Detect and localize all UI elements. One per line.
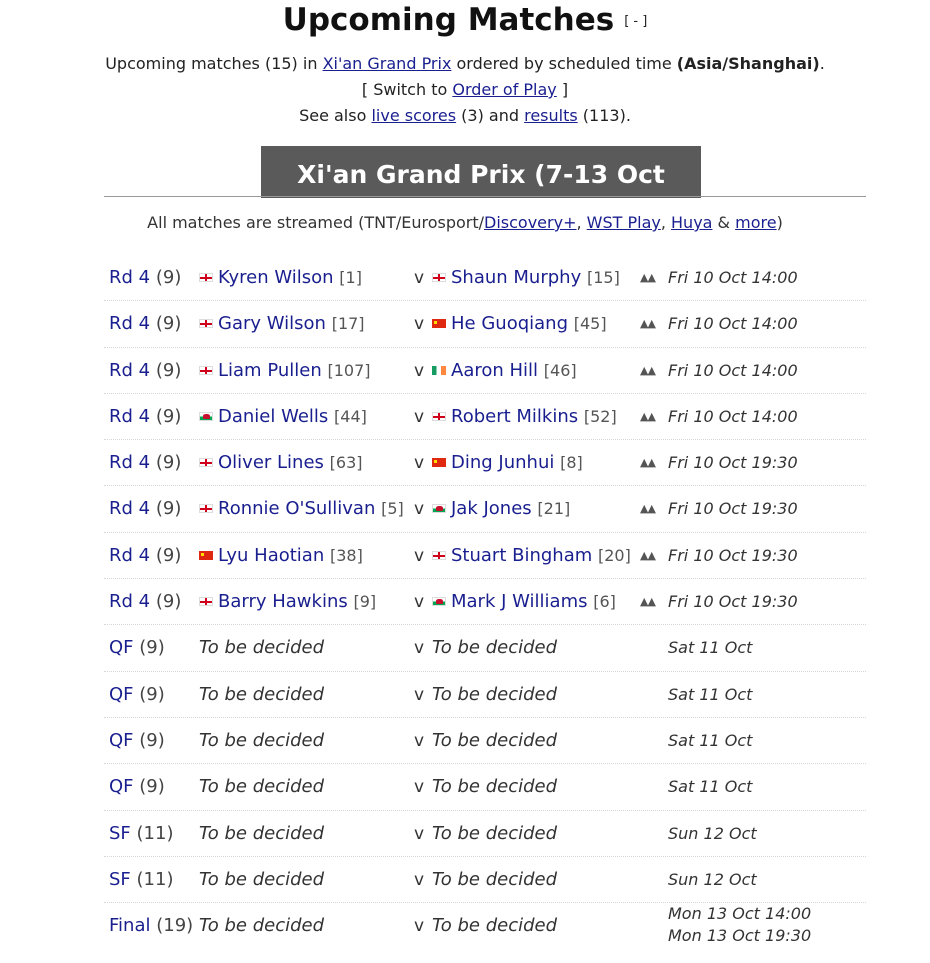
scheduled-time [668, 533, 798, 579]
best-of-label: (9) [155, 267, 182, 288]
match-row [104, 811, 866, 857]
round-link[interactable]: Rd 4 [109, 544, 151, 566]
versus-label: v [414, 869, 425, 890]
flag-eng-icon [199, 366, 213, 375]
round-cell [109, 533, 181, 579]
round-link[interactable]: QF [109, 776, 134, 798]
versus-label: v [414, 499, 425, 520]
time-text: Mon 13 Oct 14:00 [668, 904, 812, 924]
round-cell [109, 718, 165, 764]
scheduled-time [668, 672, 752, 718]
scheduled-time [668, 718, 752, 764]
round-cell [109, 440, 181, 486]
round-cell [109, 579, 181, 625]
round-cell [109, 486, 181, 532]
player-one [199, 486, 404, 532]
player-two [432, 903, 557, 949]
summary-text: ] [556, 80, 569, 99]
summary-text: . [819, 54, 825, 73]
seed-label: [63] [329, 453, 363, 473]
head-to-head-icon[interactable]: ▲▲ [640, 502, 655, 516]
player-two [432, 625, 557, 671]
player-two [432, 857, 557, 903]
player-one [199, 811, 324, 857]
player-one [199, 533, 363, 579]
time-text: Fri 10 Oct 14:00 [668, 314, 798, 334]
round-link[interactable]: Rd 4 [109, 313, 151, 335]
summary-text: Upcoming matches (15) in [105, 54, 323, 73]
head-to-head-icon[interactable]: ▲▲ [640, 548, 655, 562]
versus-label: v [414, 823, 425, 844]
versus-label: v [414, 453, 425, 474]
see-also-line [0, 106, 930, 125]
tbd-label: To be decided [432, 776, 558, 798]
summary-text: [ Switch to [361, 80, 453, 99]
streaming-note [0, 213, 930, 232]
player-two [432, 486, 570, 532]
versus-label: v [414, 406, 425, 427]
player-two [432, 718, 557, 764]
player-name-link[interactable]: Robert Milkins [451, 405, 579, 427]
match-row [104, 440, 866, 486]
match-row [104, 301, 866, 347]
match-row [104, 903, 866, 963]
player-one [199, 718, 324, 764]
round-link[interactable]: Rd 4 [109, 498, 151, 520]
player-one [199, 579, 376, 625]
round-cell [109, 348, 181, 394]
scheduled-time [668, 764, 752, 810]
seed-label: [15] [586, 268, 620, 287]
flag-wal-icon [199, 412, 213, 421]
round-link[interactable]: Rd 4 [109, 405, 151, 427]
player-one [199, 764, 324, 810]
tbd-label: To be decided [432, 822, 558, 844]
seed-label: [45] [573, 314, 607, 334]
tbd-label: To be decided [432, 868, 558, 890]
round-link[interactable]: QF [109, 683, 134, 705]
round-link[interactable]: Rd 4 [109, 452, 151, 474]
tbd-label: To be decided [199, 915, 325, 937]
timezone-label: (Asia/Shanghai) [676, 54, 820, 73]
flag-irl-icon [432, 366, 446, 375]
streaming-text: All matches are streamed (TNT/Eurosport/ [147, 213, 485, 232]
player-one [199, 903, 324, 949]
time-text: Fri 10 Oct 19:30 [668, 499, 798, 519]
round-link[interactable]: QF [109, 637, 134, 659]
event-link[interactable]: Xi'an Grand Prix [322, 54, 452, 73]
tbd-label: To be decided [199, 637, 325, 659]
time-text: Sat 11 Oct [668, 777, 753, 797]
flag-chn-icon [199, 551, 213, 560]
round-link[interactable]: SF [109, 822, 131, 844]
player-one [199, 625, 324, 671]
best-of-label: (9) [155, 544, 182, 566]
player-one [199, 301, 365, 347]
player-name-link[interactable]: Stuart Bingham [451, 544, 593, 566]
scheduled-time [668, 486, 798, 532]
flag-chn-icon [432, 458, 446, 467]
scheduled-time [668, 394, 798, 440]
head-to-head-icon[interactable]: ▲▲ [640, 595, 655, 609]
time-text: Sat 11 Oct [668, 638, 753, 658]
time-text: Sat 11 Oct [668, 684, 753, 704]
seed-label: [20] [598, 545, 631, 565]
player-two [432, 764, 557, 810]
time-text: Fri 10 Oct 14:00 [668, 406, 798, 426]
head-to-head-icon[interactable]: ▲▲ [640, 363, 655, 377]
head-to-head-icon[interactable]: ▲▲ [640, 317, 655, 331]
divider [104, 196, 866, 197]
scheduled-time [668, 625, 752, 671]
flag-wal-icon [432, 504, 446, 513]
time-text: Sat 11 Oct [668, 730, 753, 750]
summary-line [0, 54, 930, 73]
flag-eng-icon [199, 597, 213, 606]
player-one [199, 440, 363, 486]
versus-label: v [414, 545, 425, 566]
player-two [432, 394, 617, 440]
time-text: Fri 10 Oct 19:30 [668, 592, 798, 612]
seed-label: [52] [583, 406, 617, 426]
seed-label: [9] [353, 592, 377, 612]
streaming-text: & [712, 213, 736, 232]
player-name-link[interactable]: Aaron Hill [451, 359, 539, 381]
player-name-link[interactable]: Oliver Lines [218, 452, 324, 474]
seed-label: [6] [593, 592, 616, 612]
versus-label: v [414, 360, 425, 381]
player-two [432, 440, 583, 486]
versus-label: v [414, 684, 425, 705]
tbd-label: To be decided [199, 683, 325, 705]
tbd-label: To be decided [432, 637, 558, 659]
versus-label: v [414, 314, 425, 335]
versus-label: v [414, 638, 425, 659]
round-link[interactable]: Rd 4 [109, 591, 151, 613]
tbd-label: To be decided [199, 822, 325, 844]
round-link[interactable]: Final [109, 915, 151, 937]
player-name-link[interactable]: Kyren Wilson [218, 267, 334, 288]
head-to-head-icon[interactable]: ▲▲ [640, 271, 655, 284]
flag-wal-icon [432, 597, 446, 606]
flag-eng-icon [199, 504, 213, 513]
seed-label: [17] [331, 314, 365, 334]
time-text: Sun 12 Oct [668, 823, 757, 843]
best-of-label: (9) [155, 591, 182, 613]
match-row [104, 486, 866, 532]
player-one [199, 348, 371, 394]
best-of-label: (11) [136, 868, 174, 890]
seed-label: [21] [537, 499, 571, 519]
match-row [104, 394, 866, 440]
streaming-text: , [576, 213, 587, 232]
scheduled-time [668, 891, 812, 946]
results-link[interactable]: results [524, 106, 578, 125]
round-cell [109, 764, 165, 810]
versus-label: v [414, 916, 425, 937]
player-two [432, 301, 607, 347]
match-table [104, 255, 866, 963]
seed-label: [44] [334, 406, 367, 426]
player-two [432, 533, 631, 579]
streaming-text: , [660, 213, 672, 232]
player-one [199, 672, 324, 718]
best-of-label: (9) [139, 637, 165, 659]
versus-label: v [414, 592, 425, 613]
round-cell [109, 255, 181, 301]
player-two [432, 255, 620, 301]
match-row [104, 625, 866, 671]
round-cell [109, 857, 173, 903]
page-title [0, 0, 930, 40]
best-of-label: (9) [139, 683, 165, 705]
round-link[interactable]: QF [109, 729, 134, 751]
player-name-link[interactable]: Jak Jones [451, 498, 532, 520]
seed-label: [1] [339, 268, 362, 287]
round-cell [109, 394, 181, 440]
flag-chn-icon [432, 319, 446, 328]
tbd-label: To be decided [432, 729, 558, 751]
seed-label: [107] [327, 360, 371, 380]
summary-text: (3) and [456, 106, 525, 125]
tbd-label: To be decided [199, 776, 325, 798]
best-of-label: (11) [136, 822, 174, 844]
flag-eng-icon [432, 412, 446, 421]
versus-label: v [414, 777, 425, 798]
scheduled-time [668, 579, 798, 625]
match-row [104, 718, 866, 764]
tbd-label: To be decided [199, 729, 325, 751]
player-name-link[interactable]: Mark J Williams [451, 591, 588, 613]
switch-line [0, 80, 930, 99]
summary-text: (113). [577, 106, 631, 125]
more-link[interactable]: more [735, 213, 777, 232]
time-text: Sun 12 Oct [668, 869, 757, 889]
match-row [104, 255, 866, 301]
flag-eng-icon [199, 319, 213, 328]
round-cell [109, 672, 165, 718]
scheduled-time [668, 811, 757, 857]
order-of-play-link[interactable]: Order of Play [452, 80, 557, 99]
scheduled-time [668, 255, 798, 301]
round-cell [109, 811, 173, 857]
tbd-label: To be decided [432, 683, 558, 705]
wst-play-link[interactable]: WST Play [586, 213, 661, 232]
huya-link[interactable]: Huya [671, 213, 713, 232]
player-one [199, 394, 367, 440]
player-one [199, 255, 362, 301]
streaming-text: ) [776, 213, 783, 232]
seed-label: [46] [543, 360, 577, 380]
best-of-label: (9) [155, 313, 182, 335]
player-name-link[interactable]: Barry Hawkins [218, 591, 348, 613]
time-text: Fri 10 Oct 19:30 [668, 453, 798, 473]
flag-eng-icon [199, 458, 213, 467]
collapse-toggle[interactable]: [ - ] [624, 14, 648, 29]
tbd-label: To be decided [199, 868, 325, 890]
seed-label: [8] [560, 453, 583, 473]
head-to-head-icon[interactable]: ▲▲ [640, 409, 655, 423]
head-to-head-icon[interactable]: ▲▲ [640, 456, 655, 470]
scheduled-time [668, 301, 798, 347]
time-text: Fri 10 Oct 14:00 [668, 360, 798, 380]
versus-label: v [414, 268, 425, 288]
player-name-link[interactable]: Liam Pullen [218, 359, 322, 381]
player-name-link[interactable]: Gary Wilson [218, 313, 326, 335]
player-name-link[interactable]: Ronnie O'Sullivan [218, 498, 376, 520]
summary-text: ordered by scheduled time [451, 54, 677, 73]
match-row [104, 579, 866, 625]
player-one [199, 857, 324, 903]
round-link[interactable]: Rd 4 [109, 267, 151, 288]
scheduled-time [668, 440, 798, 486]
best-of-label: (9) [155, 405, 182, 427]
match-row [104, 764, 866, 810]
tbd-label: To be decided [432, 915, 558, 937]
player-two [432, 811, 557, 857]
match-row [104, 348, 866, 394]
round-link[interactable]: SF [109, 868, 131, 890]
best-of-label: (9) [155, 359, 182, 381]
round-cell [109, 625, 165, 671]
page-title-text: Upcoming Matches [282, 2, 615, 38]
best-of-label: (9) [139, 776, 165, 798]
live-scores-link[interactable]: live scores [371, 106, 457, 125]
summary-text: See also [299, 106, 372, 125]
flag-eng-icon [432, 551, 446, 560]
flag-eng-icon [432, 273, 446, 282]
versus-label: v [414, 730, 425, 751]
player-name-link[interactable]: Daniel Wells [218, 405, 329, 427]
player-name-link[interactable]: Shaun Murphy [451, 267, 582, 288]
match-row [104, 533, 866, 579]
flag-eng-icon [199, 273, 213, 282]
best-of-label: (9) [139, 729, 165, 751]
round-cell [109, 301, 181, 347]
scheduled-time [668, 348, 798, 394]
player-two [432, 348, 577, 394]
round-link[interactable]: Rd 4 [109, 359, 151, 381]
best-of-label: (19) [156, 915, 194, 937]
event-banner: Xi'an Grand Prix (7-13 Oct 2025) [261, 146, 701, 198]
seed-label: [38] [329, 545, 363, 565]
player-two [432, 672, 557, 718]
seed-label: [5] [381, 499, 404, 519]
round-cell [109, 903, 193, 949]
player-name-link[interactable]: He Guoqiang [451, 313, 568, 335]
best-of-label: (9) [155, 498, 182, 520]
time-text: Fri 10 Oct 14:00 [668, 268, 798, 287]
match-row [104, 672, 866, 718]
time-text: Mon 13 Oct 19:30 [668, 926, 812, 946]
player-name-link[interactable]: Lyu Haotian [218, 544, 325, 566]
best-of-label: (9) [155, 452, 182, 474]
player-two [432, 579, 616, 625]
discovery-link[interactable]: Discovery+ [484, 213, 577, 232]
time-text: Fri 10 Oct 19:30 [668, 545, 798, 565]
player-name-link[interactable]: Ding Junhui [451, 452, 555, 474]
